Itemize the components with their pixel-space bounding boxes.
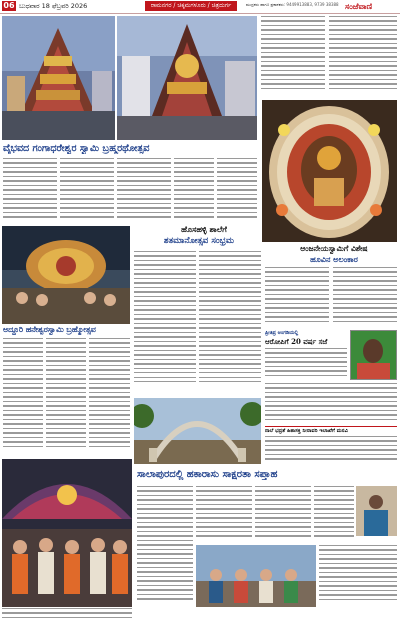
body-text xyxy=(319,545,397,607)
headline-anjaneya: ಆಂಜನೇಯಸ್ವಾಮಿಗೆ ವಿಶೇಷ xyxy=(300,244,368,253)
body-text xyxy=(265,348,347,382)
body-text xyxy=(3,158,57,224)
divider xyxy=(265,426,397,427)
body-text xyxy=(174,158,214,224)
headline-adduru: ಅದ್ದೂರಿ ಹನೇಶ್ವರಸ್ವಾಮಿ ಬ್ರಹ್ಮೋತ್ಸವ xyxy=(3,325,96,334)
body-text xyxy=(117,158,171,224)
body-text xyxy=(137,486,193,608)
body-text xyxy=(265,267,329,329)
body-text xyxy=(329,16,397,98)
section-tabs: ರಾಮನಗರ / ಚಿಕ್ಕಮಗಳೂರು / ಚಿತ್ರದುರ್ಗ xyxy=(145,1,237,11)
page-number: 06 xyxy=(3,1,15,10)
procession-photo xyxy=(2,226,130,324)
body-text xyxy=(199,251,261,396)
brand-logo: ಸಂಜೆವಾಣಿ xyxy=(345,1,373,11)
temple-photo-right xyxy=(117,16,257,140)
headline-court: ಆರೋಪಿಗೆ 20 ವರ್ಷ ಸಜೆ xyxy=(265,337,328,346)
body-text xyxy=(196,486,252,542)
headline-salapura: ಸಾಲಾಪುರದಲ್ಲಿ ಹಕಾರಾಸು ಸಾಕ್ಷರತಾ ಸಪ್ತಾಹ xyxy=(137,469,278,480)
issue-date: ಬುಧವಾರ 18 ಫೆಬ್ರವರಿ 2026 xyxy=(19,2,88,10)
school-photo xyxy=(134,398,261,464)
photo-caption xyxy=(2,608,132,626)
body-text xyxy=(134,251,196,396)
body-text xyxy=(60,158,114,224)
kicker-court: ಪ್ರೀತಿಪ್ರ ಅಂಗಡಿಯಲ್ಲಿ xyxy=(265,330,299,336)
body-text xyxy=(314,486,354,542)
body-text xyxy=(255,486,311,542)
accused-portrait xyxy=(350,330,397,380)
headline-school: ಹೊಸಹಳ್ಳಿ ಶಾಲೆಗೆ xyxy=(181,224,227,234)
body-text xyxy=(217,158,257,224)
anjaneya-deity-photo xyxy=(262,100,397,242)
body-text xyxy=(3,338,43,456)
body-text xyxy=(46,338,86,456)
body-text xyxy=(265,383,397,425)
headline-anjaneya-2: ಹೂವಿನ ಅಲಂಕಾರ xyxy=(310,254,358,264)
body-text xyxy=(261,16,325,98)
headline-small-news: ನಾಲೆ ಭದ್ರತೆ ಹಿತಾಸಕ್ತಿ ನೀರಾವರಿ ಇಲಾಖೆಗೆ ಮನವಿ xyxy=(265,428,348,434)
literacy-event-photo-small xyxy=(356,486,397,536)
body-text xyxy=(333,267,397,329)
headline-gangadhareshwara: ವೈಭವದ ಗಂಗಾಧರೇಶ್ವರ ಸ್ವಾಮಿ ಬ್ರಹ್ಮರಥೋತ್ಸವ xyxy=(3,143,150,154)
headline-school-2: ಶತಮಾನೋತ್ಸವ ಸಂಭ್ರಮ xyxy=(163,236,235,246)
body-text xyxy=(89,338,130,456)
swamiji-group-photo xyxy=(2,459,132,607)
body-text xyxy=(265,436,397,466)
literacy-event-photo xyxy=(196,545,316,607)
temple-photo-left xyxy=(2,16,115,140)
publisher-line: ಮುದ್ರಕರು ಹಾಗೂ ಪ್ರಕಾಶಕರು: 9449913883, 9739 38388 xyxy=(246,2,339,7)
